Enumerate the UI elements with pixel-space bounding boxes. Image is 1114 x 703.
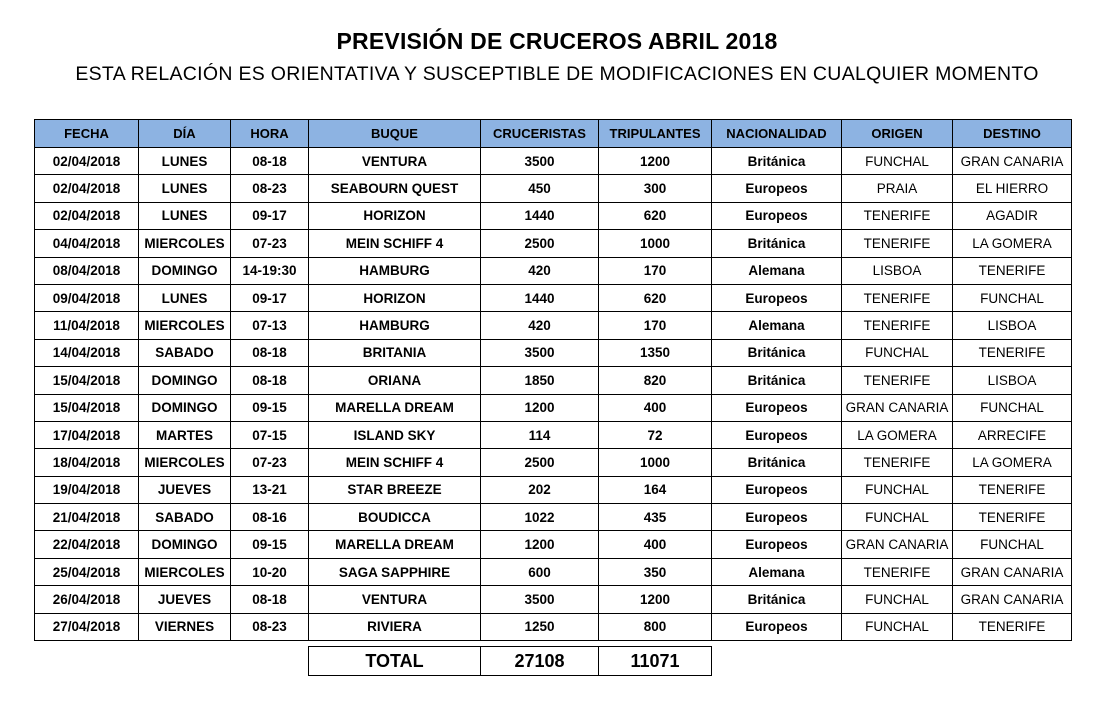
cell-dia: DOMINGO xyxy=(139,531,231,558)
cell-hora: 10-20 xyxy=(231,558,309,585)
cell-nacionalidad: Europeos xyxy=(712,421,842,448)
table-row xyxy=(35,421,1072,448)
cell-origen: TENERIFE xyxy=(842,284,953,311)
cell-origen: PRAIA xyxy=(842,175,953,202)
cell-fecha: 18/04/2018 xyxy=(35,449,139,476)
cell-fecha: 08/04/2018 xyxy=(35,257,139,284)
cell-fecha: 02/04/2018 xyxy=(35,175,139,202)
cell-destino: TENERIFE xyxy=(953,339,1072,366)
cell-fecha: 15/04/2018 xyxy=(35,367,139,394)
cell-origen: FUNCHAL xyxy=(842,613,953,640)
cell-dia: SABADO xyxy=(139,504,231,531)
cell-tripulantes: 820 xyxy=(599,367,712,394)
cell-destino: TENERIFE xyxy=(953,476,1072,503)
table-row xyxy=(35,558,1072,585)
cell-buque: VENTURA xyxy=(309,586,481,613)
cell-origen: LA GOMERA xyxy=(842,421,953,448)
cell-destino: GRAN CANARIA xyxy=(953,558,1072,585)
column-header-hora: HORA xyxy=(231,120,309,148)
table-row xyxy=(35,449,1072,476)
cell-hora: 08-23 xyxy=(231,613,309,640)
cell-buque: MARELLA DREAM xyxy=(309,394,481,421)
table-row xyxy=(35,230,1072,257)
cell-nacionalidad: Europeos xyxy=(712,504,842,531)
cell-fecha: 19/04/2018 xyxy=(35,476,139,503)
column-header-destino: DESTINO xyxy=(953,120,1072,148)
table-body xyxy=(35,148,1072,641)
cell-origen: TENERIFE xyxy=(842,230,953,257)
cell-nacionalidad: Europeos xyxy=(712,284,842,311)
cell-destino: LA GOMERA xyxy=(953,449,1072,476)
cell-dia: LUNES xyxy=(139,175,231,202)
cell-destino: TENERIFE xyxy=(953,257,1072,284)
cell-nacionalidad: Británica xyxy=(712,148,842,175)
cell-destino: ARRECIFE xyxy=(953,421,1072,448)
table-row xyxy=(35,531,1072,558)
cell-destino: FUNCHAL xyxy=(953,394,1072,421)
cell-hora: 07-23 xyxy=(231,449,309,476)
cell-destino: EL HIERRO xyxy=(953,175,1072,202)
cell-dia: MARTES xyxy=(139,421,231,448)
table-row xyxy=(35,257,1072,284)
cell-nacionalidad: Británica xyxy=(712,449,842,476)
cell-cruceristas: 2500 xyxy=(481,449,599,476)
cell-nacionalidad: Europeos xyxy=(712,531,842,558)
cell-tripulantes: 400 xyxy=(599,531,712,558)
cell-buque: SEABOURN QUEST xyxy=(309,175,481,202)
cell-fecha: 26/04/2018 xyxy=(35,586,139,613)
table-row xyxy=(35,339,1072,366)
cell-tripulantes: 170 xyxy=(599,312,712,339)
cell-destino: LA GOMERA xyxy=(953,230,1072,257)
cell-cruceristas: 1022 xyxy=(481,504,599,531)
cell-nacionalidad: Europeos xyxy=(712,202,842,229)
cell-dia: DOMINGO xyxy=(139,394,231,421)
cell-nacionalidad: Europeos xyxy=(712,175,842,202)
cell-cruceristas: 1200 xyxy=(481,394,599,421)
cell-hora: 08-18 xyxy=(231,148,309,175)
cell-cruceristas: 1440 xyxy=(481,202,599,229)
cell-tripulantes: 620 xyxy=(599,284,712,311)
cell-nacionalidad: Alemana xyxy=(712,312,842,339)
cell-hora: 07-23 xyxy=(231,230,309,257)
column-header-origen: ORIGEN xyxy=(842,120,953,148)
cell-fecha: 22/04/2018 xyxy=(35,531,139,558)
cell-dia: MIERCOLES xyxy=(139,449,231,476)
cell-destino: FUNCHAL xyxy=(953,531,1072,558)
total-table xyxy=(308,646,712,676)
cell-buque: HAMBURG xyxy=(309,312,481,339)
cell-tripulantes: 1000 xyxy=(599,230,712,257)
cell-dia: LUNES xyxy=(139,284,231,311)
cell-nacionalidad: Británica xyxy=(712,339,842,366)
cell-nacionalidad: Británica xyxy=(712,586,842,613)
cell-cruceristas: 420 xyxy=(481,312,599,339)
cell-tripulantes: 620 xyxy=(599,202,712,229)
cell-destino: TENERIFE xyxy=(953,613,1072,640)
cell-nacionalidad: Británica xyxy=(712,230,842,257)
cell-hora: 13-21 xyxy=(231,476,309,503)
table-row xyxy=(35,148,1072,175)
cell-buque: ISLAND SKY xyxy=(309,421,481,448)
cell-dia: MIERCOLES xyxy=(139,312,231,339)
cell-cruceristas: 3500 xyxy=(481,148,599,175)
cell-buque: HORIZON xyxy=(309,284,481,311)
cell-hora: 14-19:30 xyxy=(231,257,309,284)
cell-tripulantes: 72 xyxy=(599,421,712,448)
cell-tripulantes: 300 xyxy=(599,175,712,202)
cruise-table xyxy=(34,119,1072,641)
cell-tripulantes: 400 xyxy=(599,394,712,421)
table-row xyxy=(35,394,1072,421)
cell-fecha: 09/04/2018 xyxy=(35,284,139,311)
cell-buque: SAGA SAPPHIRE xyxy=(309,558,481,585)
cell-origen: FUNCHAL xyxy=(842,476,953,503)
page-subtitle: ESTA RELACIÓN ES ORIENTATIVA Y SUSCEPTIBLE DE MODIFICACIONES EN CUALQUIER MOMENTO xyxy=(75,63,1039,85)
total-tripulantes: 11071 xyxy=(599,647,712,676)
cell-nacionalidad: Británica xyxy=(712,367,842,394)
cell-origen: FUNCHAL xyxy=(842,148,953,175)
cell-tripulantes: 164 xyxy=(599,476,712,503)
cell-fecha: 15/04/2018 xyxy=(35,394,139,421)
cell-dia: SABADO xyxy=(139,339,231,366)
cell-origen: FUNCHAL xyxy=(842,504,953,531)
cell-cruceristas: 114 xyxy=(481,421,599,448)
table-row xyxy=(35,284,1072,311)
table-row xyxy=(35,202,1072,229)
cell-dia: LUNES xyxy=(139,148,231,175)
cell-cruceristas: 600 xyxy=(481,558,599,585)
table-row xyxy=(35,367,1072,394)
cell-nacionalidad: Europeos xyxy=(712,476,842,503)
column-header-tripulantes: TRIPULANTES xyxy=(599,120,712,148)
cell-fecha: 02/04/2018 xyxy=(35,202,139,229)
cell-origen: LISBOA xyxy=(842,257,953,284)
cell-buque: BOUDICCA xyxy=(309,504,481,531)
cell-hora: 09-17 xyxy=(231,284,309,311)
page-title: PREVISIÓN DE CRUCEROS ABRIL 2018 xyxy=(336,28,778,54)
cell-hora: 08-23 xyxy=(231,175,309,202)
table-row xyxy=(35,613,1072,640)
table-row xyxy=(35,504,1072,531)
cell-origen: FUNCHAL xyxy=(842,586,953,613)
column-header-nacionalidad: NACIONALIDAD xyxy=(712,120,842,148)
cell-destino: TENERIFE xyxy=(953,504,1072,531)
cell-dia: DOMINGO xyxy=(139,257,231,284)
cell-tripulantes: 350 xyxy=(599,558,712,585)
cell-tripulantes: 435 xyxy=(599,504,712,531)
cell-fecha: 17/04/2018 xyxy=(35,421,139,448)
cell-cruceristas: 450 xyxy=(481,175,599,202)
cell-tripulantes: 1200 xyxy=(599,148,712,175)
cell-origen: GRAN CANARIA xyxy=(842,394,953,421)
cell-cruceristas: 1440 xyxy=(481,284,599,311)
table-header-row xyxy=(35,120,1072,148)
column-header-cruceristas: CRUCERISTAS xyxy=(481,120,599,148)
total-cruceristas: 27108 xyxy=(481,647,599,676)
cell-fecha: 02/04/2018 xyxy=(35,148,139,175)
cell-origen: FUNCHAL xyxy=(842,339,953,366)
cell-cruceristas: 202 xyxy=(481,476,599,503)
cell-buque: VENTURA xyxy=(309,148,481,175)
table-row xyxy=(35,586,1072,613)
cell-nacionalidad: Alemana xyxy=(712,558,842,585)
cell-destino: GRAN CANARIA xyxy=(953,586,1072,613)
cell-destino: AGADIR xyxy=(953,202,1072,229)
cell-dia: MIERCOLES xyxy=(139,230,231,257)
cell-dia: MIERCOLES xyxy=(139,558,231,585)
cell-tripulantes: 1350 xyxy=(599,339,712,366)
cell-fecha: 25/04/2018 xyxy=(35,558,139,585)
column-header-buque: BUQUE xyxy=(309,120,481,148)
total-row xyxy=(309,647,712,676)
cell-hora: 08-16 xyxy=(231,504,309,531)
column-header-fecha: FECHA xyxy=(35,120,139,148)
cell-buque: HAMBURG xyxy=(309,257,481,284)
cell-nacionalidad: Alemana xyxy=(712,257,842,284)
cell-hora: 09-15 xyxy=(231,394,309,421)
cell-cruceristas: 3500 xyxy=(481,339,599,366)
cell-origen: TENERIFE xyxy=(842,312,953,339)
cell-buque: MEIN SCHIFF 4 xyxy=(309,449,481,476)
cell-buque: STAR BREEZE xyxy=(309,476,481,503)
cell-cruceristas: 1200 xyxy=(481,531,599,558)
cell-dia: JUEVES xyxy=(139,476,231,503)
cell-hora: 08-18 xyxy=(231,586,309,613)
cell-cruceristas: 420 xyxy=(481,257,599,284)
cell-dia: LUNES xyxy=(139,202,231,229)
cell-buque: BRITANIA xyxy=(309,339,481,366)
cell-hora: 07-15 xyxy=(231,421,309,448)
cell-destino: FUNCHAL xyxy=(953,284,1072,311)
cell-cruceristas: 1250 xyxy=(481,613,599,640)
cell-hora: 08-18 xyxy=(231,367,309,394)
cell-buque: ORIANA xyxy=(309,367,481,394)
cell-hora: 07-13 xyxy=(231,312,309,339)
cell-cruceristas: 1850 xyxy=(481,367,599,394)
cell-origen: TENERIFE xyxy=(842,202,953,229)
cell-cruceristas: 3500 xyxy=(481,586,599,613)
cell-dia: VIERNES xyxy=(139,613,231,640)
cell-destino: GRAN CANARIA xyxy=(953,148,1072,175)
cell-buque: MEIN SCHIFF 4 xyxy=(309,230,481,257)
cell-tripulantes: 800 xyxy=(599,613,712,640)
cell-destino: LISBOA xyxy=(953,312,1072,339)
total-label: TOTAL xyxy=(309,647,481,676)
cell-tripulantes: 170 xyxy=(599,257,712,284)
cell-fecha: 27/04/2018 xyxy=(35,613,139,640)
cell-buque: RIVIERA xyxy=(309,613,481,640)
cell-hora: 09-17 xyxy=(231,202,309,229)
cell-fecha: 04/04/2018 xyxy=(35,230,139,257)
cell-dia: JUEVES xyxy=(139,586,231,613)
cell-tripulantes: 1000 xyxy=(599,449,712,476)
column-header-dia: DÍA xyxy=(139,120,231,148)
table-row xyxy=(35,175,1072,202)
cell-buque: HORIZON xyxy=(309,202,481,229)
cell-origen: GRAN CANARIA xyxy=(842,531,953,558)
cell-origen: TENERIFE xyxy=(842,367,953,394)
cell-cruceristas: 2500 xyxy=(481,230,599,257)
cell-fecha: 11/04/2018 xyxy=(35,312,139,339)
cell-dia: DOMINGO xyxy=(139,367,231,394)
cell-origen: TENERIFE xyxy=(842,558,953,585)
cell-destino: LISBOA xyxy=(953,367,1072,394)
cell-nacionalidad: Europeos xyxy=(712,613,842,640)
cell-hora: 09-15 xyxy=(231,531,309,558)
table-row xyxy=(35,476,1072,503)
cell-buque: MARELLA DREAM xyxy=(309,531,481,558)
cell-tripulantes: 1200 xyxy=(599,586,712,613)
cell-hora: 08-18 xyxy=(231,339,309,366)
cell-origen: TENERIFE xyxy=(842,449,953,476)
cell-fecha: 21/04/2018 xyxy=(35,504,139,531)
cell-fecha: 14/04/2018 xyxy=(35,339,139,366)
cell-nacionalidad: Europeos xyxy=(712,394,842,421)
table-row xyxy=(35,312,1072,339)
